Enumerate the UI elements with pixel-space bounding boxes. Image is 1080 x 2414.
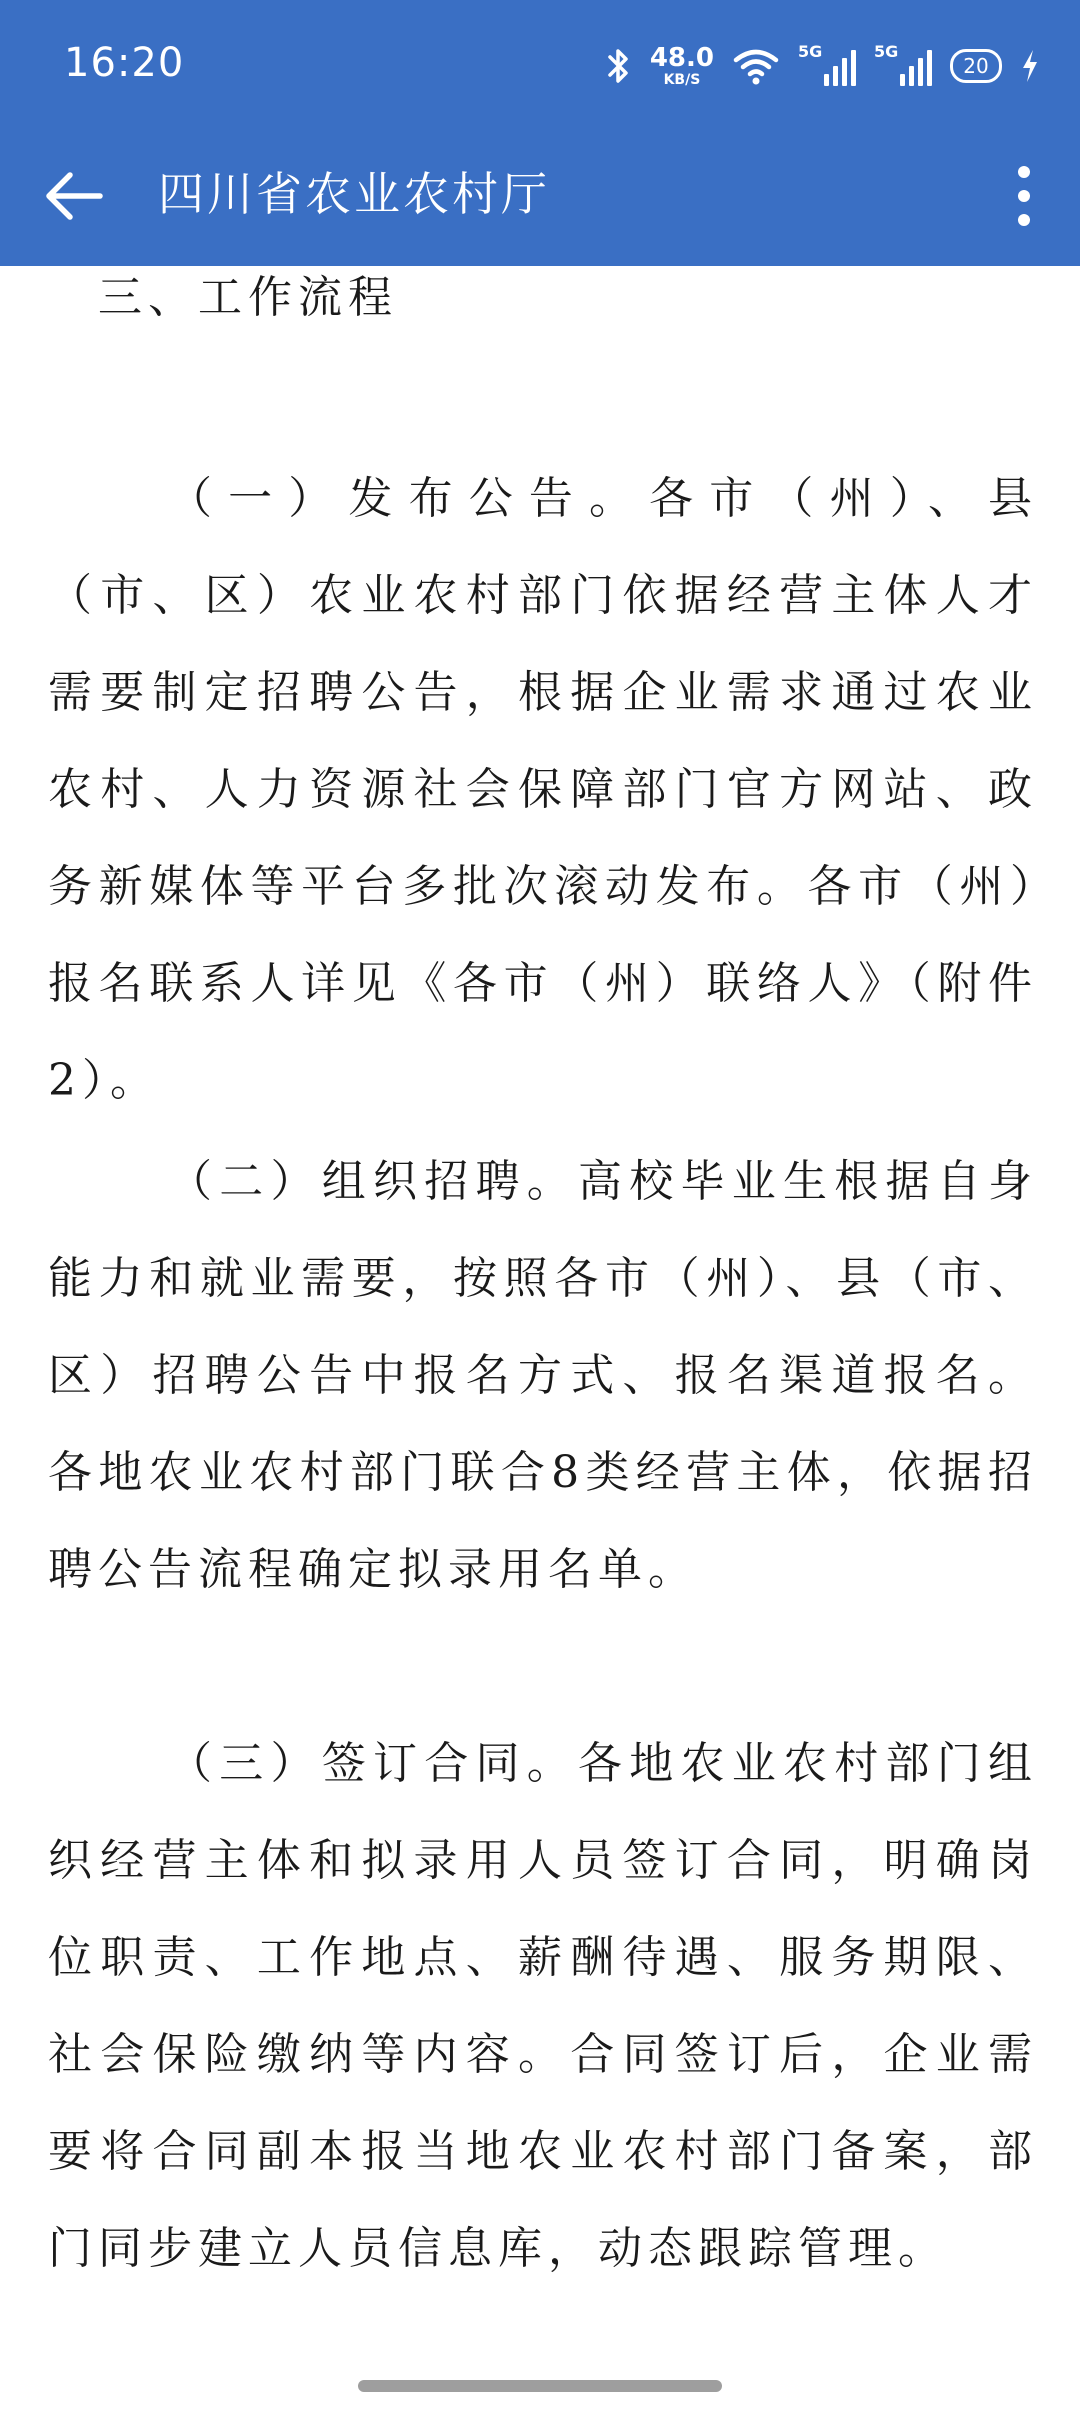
wifi-icon — [732, 46, 780, 86]
arrow-left-icon — [44, 171, 104, 221]
article-paragraph-3: （三）签订合同。各地农业农村部门组织经营主体和拟录用人员签订合同，明确岗位职责、工作地点、薪酬待遇、服务期限、社会保险缴纳等内容。合同签订后，企业需要将合同副本报当地农业农村部门备案，部门同步建立人员信息库，动态跟踪管理。 — [48, 1738, 1038, 2274]
cellular-signal-2-label: 5G — [874, 42, 899, 61]
bluetooth-icon — [606, 46, 632, 86]
more-vertical-icon — [1018, 166, 1030, 178]
status-icons — [606, 38, 1040, 94]
battery-level: 20 — [963, 54, 989, 78]
charging-icon — [1020, 48, 1040, 84]
article-paragraph-2: （二）组织招聘。高校毕业生根据自身能力和就业需要，按照各市（州）、县（市、区）招聘公告中报名方式、报名渠道报名。各地农业农村部门联合8类经营主体，依据招聘公告流程确定拟录用名单。 — [48, 1156, 1038, 1595]
article-paragraph-1: （一）发布公告。各市（州）、县（市、区）农业农村部门依据经营主体人才需要制定招聘公告，根据企业需求通过农业农村、人力资源社会保障部门官方网站、政务新媒体等平台多批次滚动发布。各市（州）报名联系人详见《各市（州）联络人》（附件2）。 — [48, 473, 1038, 1106]
cellular-signal-1-icon — [798, 42, 856, 86]
battery-icon — [950, 49, 1002, 83]
gesture-navigation-bar[interactable] — [358, 2380, 722, 2392]
page-title: 四川省农业农村厅 — [158, 167, 550, 221]
network-speed — [650, 45, 714, 87]
network-speed-value: 48.0 — [649, 43, 714, 73]
status-time: 16:20 — [64, 40, 185, 86]
cellular-signal-2-icon — [874, 42, 932, 86]
network-speed-unit: KB/S — [663, 72, 701, 88]
section-heading: 三、工作流程 — [98, 272, 398, 323]
app-bar — [0, 0, 1080, 266]
more-options-button[interactable] — [994, 160, 1054, 232]
cellular-signal-1-label: 5G — [798, 42, 823, 61]
back-button[interactable] — [38, 160, 110, 232]
